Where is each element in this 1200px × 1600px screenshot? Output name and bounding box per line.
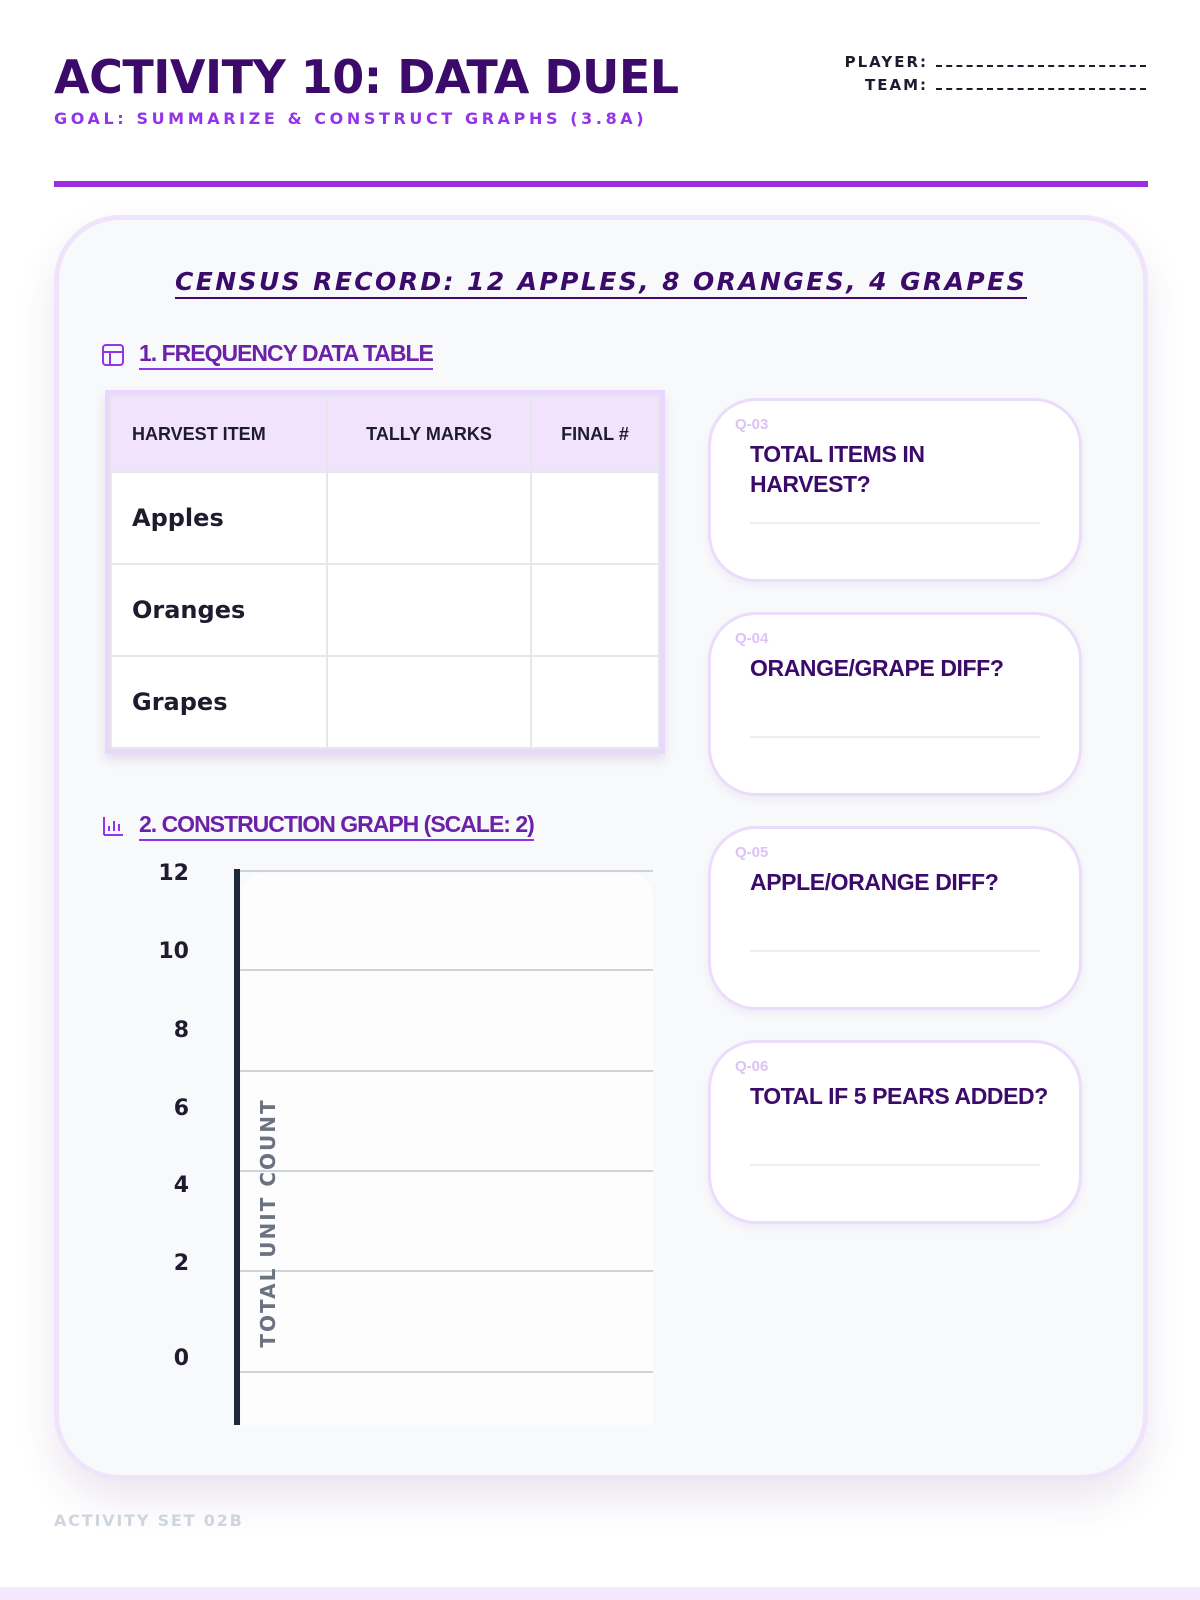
answer-line[interactable] [750,736,1040,738]
census-record-text: CENSUS RECORD: 12 APPLES, 8 ORANGES, 4 GRAPES [175,267,1027,299]
footer-label: ACTIVITY SET 02B [54,1511,244,1530]
final-cell-apples[interactable] [531,472,659,564]
y-tick-label: 2 [173,1251,189,1276]
answer-line[interactable] [750,1164,1040,1166]
y-tick-label: 12 [158,861,189,886]
team-name-line[interactable] [936,78,1146,90]
frequency-table [105,390,665,754]
table-icon [101,343,125,367]
question-card[interactable] [708,612,1082,796]
y-tick-label: 10 [158,939,189,964]
table-section-heading [101,340,433,370]
table-section-label: 1. FREQUENCY DATA TABLE [139,340,433,370]
answer-line[interactable] [750,950,1040,952]
table-row [111,564,659,656]
player-label: PLAYER: [844,53,928,71]
question-number: Q-05 [735,844,769,861]
player-name-line[interactable] [936,55,1146,67]
question-text: APPLE/ORANGE DIFF? [750,869,999,895]
final-cell-grapes[interactable] [531,656,659,748]
y-tick-label: 6 [173,1096,189,1121]
question-number: Q-06 [735,1058,769,1075]
column-header-tally: TALLY MARKS [327,396,531,472]
census-record [59,267,1143,296]
graph-canvas [105,845,665,1425]
header-divider [54,181,1148,187]
column-header-final: FINAL # [531,396,659,472]
signature-block [845,53,1146,99]
question-text: TOTAL IF 5 PEARS ADDED? [750,1083,1048,1109]
bottom-band [0,1587,1200,1600]
question-text: TOTAL ITEMS IN HARVEST? [750,441,925,497]
graph-section-heading [101,811,534,841]
question-card[interactable] [708,398,1082,582]
row-item-grapes: Grapes [111,656,327,748]
tally-cell-apples[interactable] [327,472,531,564]
y-tick-label: 0 [173,1346,189,1371]
column-header-item: HARVEST ITEM [111,396,327,472]
tally-cell-grapes[interactable] [327,656,531,748]
answer-line[interactable] [750,522,1040,524]
y-axis-title: TOTAL UNIT COUNT [256,1098,280,1348]
question-number: Q-04 [735,630,769,647]
final-cell-oranges[interactable] [531,564,659,656]
construction-graph[interactable] [105,845,665,1425]
y-tick-label: 8 [173,1018,189,1043]
team-label: TEAM: [864,76,928,94]
activity-card [54,215,1148,1480]
graph-section-label: 2. CONSTRUCTION GRAPH (SCALE: 2) [139,811,534,841]
question-card[interactable] [708,826,1082,1010]
y-tick-label: 4 [173,1173,189,1198]
question-number: Q-03 [735,416,769,433]
graph-plot-area [241,873,653,1425]
table-row [111,472,659,564]
goal-subtitle: GOAL: SUMMARIZE & CONSTRUCT GRAPHS (3.8A) [54,109,648,128]
question-card[interactable] [708,1040,1082,1224]
page-title: ACTIVITY 10: DATA DUEL [54,50,679,104]
row-item-apples: Apples [111,472,327,564]
question-text: ORANGE/GRAPE DIFF? [750,655,1004,681]
bar-chart-icon [101,814,125,838]
tally-cell-oranges[interactable] [327,564,531,656]
row-item-oranges: Oranges [111,564,327,656]
table-row [111,656,659,748]
